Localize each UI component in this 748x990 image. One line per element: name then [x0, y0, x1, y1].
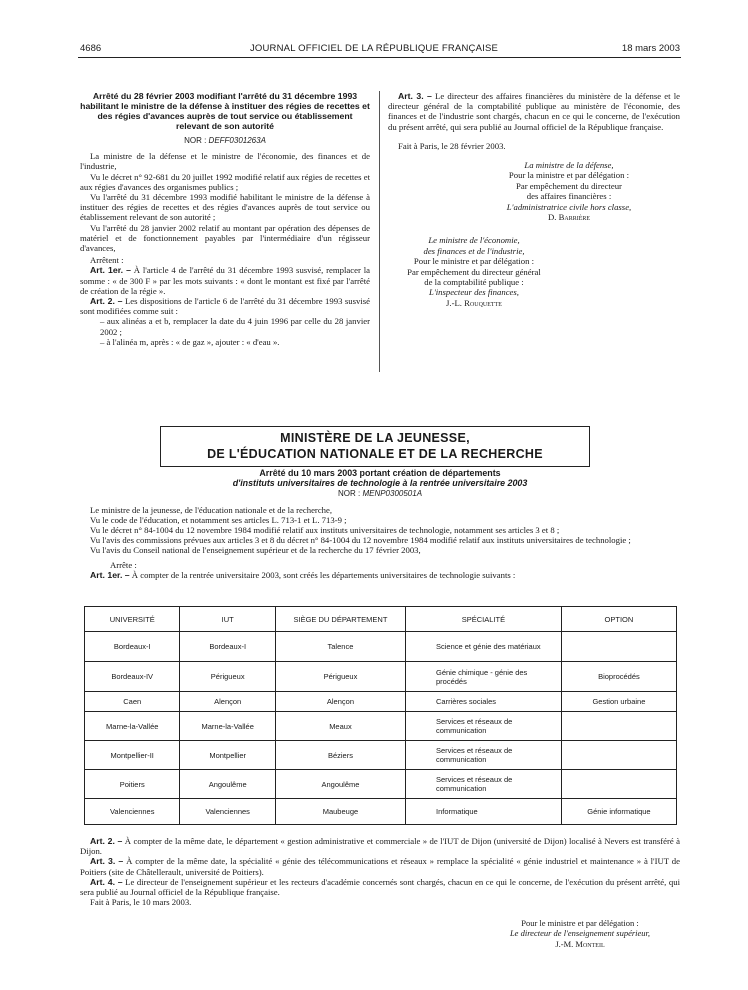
table-cell: Périgueux — [275, 662, 405, 692]
signatory-name: D. Barrière — [547, 212, 591, 223]
nor-label: NOR : — [184, 136, 207, 145]
table-cell: Alençon — [275, 692, 405, 712]
vu-paragraph: Vu l'avis du Conseil national de l'enseignement supérieur et de la recherche du 17 février 2003, — [90, 545, 421, 556]
table-row — [85, 692, 677, 712]
table-cell — [561, 741, 676, 770]
table-cell: Services et réseaux de communication — [406, 712, 562, 741]
table-cell: Béziers — [275, 741, 405, 770]
arrete2-title-line-1: Arrêté du 10 mars 2003 portant création de départements — [259, 468, 501, 478]
article-text: Le directeur des affaires financières du ministère de la défense et le directeur général de la comptabilité publique au ministère de l'économie, des finances et de l'industrie sont chargés, chacun en ce qui le concerne, de l'exécution du présent arrêté, qui sera publié au Journal officiel de la République française. — [388, 91, 681, 132]
article-label: Art. 1er. – — [90, 569, 130, 580]
arrete2-intro: Le ministre de la jeunesse, de l'éducation nationale et de la recherche, — [90, 504, 333, 515]
signature-line: Le directeur de l'enseignement supérieur, — [509, 928, 651, 939]
table-cell: Périgueux — [180, 662, 275, 692]
table-cell: Carrières sociales — [406, 692, 562, 712]
table-cell: Bordeaux-IV — [85, 662, 180, 692]
table-row — [85, 632, 677, 662]
table-cell: Informatique — [406, 799, 562, 825]
signature-block-defense — [458, 160, 680, 222]
arrete1-right-column — [388, 91, 680, 308]
issue-date: 18 mars 2003 — [621, 43, 680, 54]
signature-line: des affaires financières : — [526, 191, 612, 202]
article-3 — [388, 91, 680, 132]
signature-block-economie — [388, 235, 560, 308]
fait-line: Fait à Paris, le 28 février 2003. — [398, 140, 506, 151]
vu-paragraph: Vu le décret n° 84-1004 du 12 novembre 1984 modifié relatif aux instituts universitaires de technologie, notamment ses articles 3 et 8 ; — [90, 525, 560, 536]
table-cell: Bordeaux-I — [85, 632, 180, 662]
nor-label: NOR : — [337, 489, 361, 499]
article-1 — [80, 265, 370, 296]
table-cell: Angoulême — [275, 770, 405, 799]
table-row — [85, 712, 677, 741]
article-1 — [80, 570, 680, 580]
article-text: À l'article 4 de l'arrêté du 31 décembre 1993 susvisé, remplacer la somme : « de 300 F » par les mots suivants : « dont le montant est fixé par l'arrêté de création de la régie ». — [80, 265, 370, 296]
table-cell — [561, 632, 676, 662]
signature-line: Le ministre de l'économie, — [428, 235, 520, 246]
table-row — [85, 741, 677, 770]
arrete-heading: Arrête : — [110, 559, 137, 570]
table-header-row — [85, 607, 677, 632]
column-header: UNIVERSITÉ — [85, 607, 180, 632]
table-cell: Science et génie des matériaux — [406, 632, 562, 662]
nor-code: DEFF0301263A — [208, 136, 266, 145]
table-cell: Meaux — [275, 712, 405, 741]
article-label: Art. 2. – — [90, 296, 123, 307]
table-cell: Gestion urbaine — [561, 692, 676, 712]
table-cell: Bioprocédés — [561, 662, 676, 692]
table-cell: Marne-la-Vallée — [85, 712, 180, 741]
table-cell: Bordeaux-I — [180, 632, 275, 662]
vu-paragraph: Vu le décret n° 92-681 du 20 juillet 1992 modifié relatif aux régies de recettes et aux régies d'avances des organismes publics ; — [80, 171, 370, 192]
table-cell: Services et réseaux de communication — [406, 770, 562, 799]
column-header: SPÉCIALITÉ — [406, 607, 562, 632]
column-header: OPTION — [561, 607, 676, 632]
arrete2-section — [80, 468, 680, 580]
table-cell: Maubeuge — [275, 799, 405, 825]
table-row — [85, 662, 677, 692]
signature-line: L'inspecteur des finances, — [429, 287, 519, 298]
article-text: Le directeur de l'enseignement supérieur et les recteurs d'académie concernés sont chargés, chacun en ce qui le concerne, de l'exécution du présent arrêté, qui sera publié au Journal officiel de la République française. — [80, 876, 680, 898]
signature-line: Pour la ministre et par délégation : — [508, 170, 630, 181]
vu-paragraph: Vu l'avis des commissions prévues aux articles 3 et 8 du décret n° 84-1004 du 12 novembre 1984 modifié relatif aux instituts universitaires de technologie ; — [90, 535, 631, 546]
nor-code: MENP0300501A — [362, 489, 423, 499]
column-header: IUT — [180, 607, 275, 632]
table-cell: Angoulême — [180, 770, 275, 799]
article-label: Art. 2. – — [90, 836, 123, 846]
column-header: SIÈGE DU DÉPARTEMENT — [275, 607, 405, 632]
arrete2-nor — [80, 489, 680, 499]
ministry-line-2: DE L'ÉDUCATION NATIONALE ET DE LA RECHERCHE — [207, 447, 543, 461]
fait-line: Fait à Paris, le 10 mars 2003. — [90, 897, 192, 908]
table-cell — [561, 770, 676, 799]
ministry-line-1: MINISTÈRE DE LA JEUNESSE, — [280, 431, 470, 445]
table-cell: Poitiers — [85, 770, 180, 799]
article-3 — [80, 856, 680, 876]
article-text: À compter de la rentrée universitaire 2003, sont créés les départements universitaires de technologie suivants : — [131, 569, 516, 580]
arrete1-title: Arrêté du 28 février 2003 modifiant l'arrêté du 31 décembre 1993 habilitant le ministre de la défense à instituer des régies de recettes et des régies d'avances auprès de tout service ou établissement relevant de son autorité — [80, 91, 370, 131]
table-cell: Montpellier-II — [85, 741, 180, 770]
vu-paragraph: Vu l'arrêté du 31 décembre 1993 modifié habilitant le ministre de la défense à instituer des régies de recettes et des régies d'avances auprès de tout service ou établissement relevant de son autorité ; — [80, 192, 370, 223]
table-cell: Montpellier — [180, 741, 275, 770]
signature-line: des finances et de l'industrie, — [423, 245, 525, 256]
table-cell: Génie informatique — [561, 799, 676, 825]
article-text: Les dispositions de l'article 6 de l'arrêté du 31 décembre 1993 susvisé sont modifiées comme suit : — [80, 296, 370, 317]
arrete2-closing — [80, 836, 680, 907]
article-label: Art. 1er. – — [90, 265, 131, 276]
article-label: Art. 3. – — [398, 91, 432, 101]
signature-line: Pour le ministre et par délégation : — [413, 256, 535, 267]
arrete2-title-line-2: d'instituts universitaires de technologie à la rentrée universitaire 2003 — [232, 478, 528, 489]
table-cell — [561, 712, 676, 741]
departments-table — [84, 606, 677, 825]
table-cell: Talence — [275, 632, 405, 662]
arrete1-left-column — [80, 91, 370, 347]
article-2 — [80, 836, 680, 856]
article-2 — [80, 296, 370, 316]
article-4 — [80, 877, 680, 897]
list-item: – aux alinéas a et b, remplacer la date du 4 juin 1996 par celle du 28 janvier 2002 ; — [100, 316, 370, 337]
table-cell: Valenciennes — [85, 799, 180, 825]
signature-line: L'administratrice civile hors classe, — [506, 201, 632, 212]
signatory-name: J.-L. Rouquette — [446, 297, 502, 308]
table-cell: Services et réseaux de communication — [406, 741, 562, 770]
column-divider — [379, 91, 380, 372]
table-cell: Alençon — [180, 692, 275, 712]
signature-line: Par empêchement du directeur général — [407, 266, 541, 277]
table-cell: Marne-la-Vallée — [180, 712, 275, 741]
signatory-name: J.-M. Monteil — [555, 938, 605, 949]
arrete1-nor — [80, 136, 370, 146]
signature-line: de la comptabilité publique : — [424, 277, 524, 288]
ministry-heading-box — [160, 426, 590, 467]
signature-line: Par empêchement du directeur — [516, 180, 622, 191]
article-text: À compter de la même date, la spécialité « génie des télécommunications et réseaux » remplace la spécialité « génie industriel et maintenance » à l'IUT de Poitiers (site de Châtellerault, université de Poitiers). — [80, 856, 680, 877]
table-cell: Génie chimique - génie des procédés — [406, 662, 562, 692]
header-rule — [78, 57, 681, 58]
table-row — [85, 799, 677, 825]
arrete2-title — [80, 468, 680, 488]
list-item: – à l'alinéa m, après : « de gaz », ajouter : « d'eau ». — [100, 336, 280, 347]
signature-line: La ministre de la défense, — [524, 160, 614, 171]
article-label: Art. 3. – — [90, 856, 124, 867]
arrete1-intro: La ministre de la défense et le ministre de l'économie, des finances et de l'industrie, — [80, 151, 370, 172]
table-row — [85, 770, 677, 799]
vu-paragraph: Vu l'arrêté du 28 janvier 2002 relatif au montant par opération des dépenses de matériel et de fonctionnement payables par l'intermédiaire d'un régisseur d'avances, — [80, 222, 370, 254]
arretent-heading: Arrêtent : — [90, 255, 124, 266]
article-label: Art. 4. – — [90, 876, 123, 887]
journal-title: JOURNAL OFFICIEL DE LA RÉPUBLIQUE FRANÇAISE — [249, 43, 499, 54]
table-body — [85, 632, 677, 825]
signature-line: Pour le ministre et par délégation : — [521, 918, 639, 928]
vu-paragraph: Vu le code de l'éducation, et notamment ses articles L. 713-1 et L. 713-9 ; — [90, 514, 347, 525]
page-number: 4686 — [80, 43, 102, 54]
final-signature-block — [475, 918, 685, 949]
article-text: À compter de la même date, le département « gestion administrative et commerciale » de l'IUT de Dijon (université de Dijon) localisé à Nevers est transféré à Dijon. — [80, 836, 680, 857]
table-cell: Valenciennes — [180, 799, 275, 825]
table-cell: Caen — [85, 692, 180, 712]
